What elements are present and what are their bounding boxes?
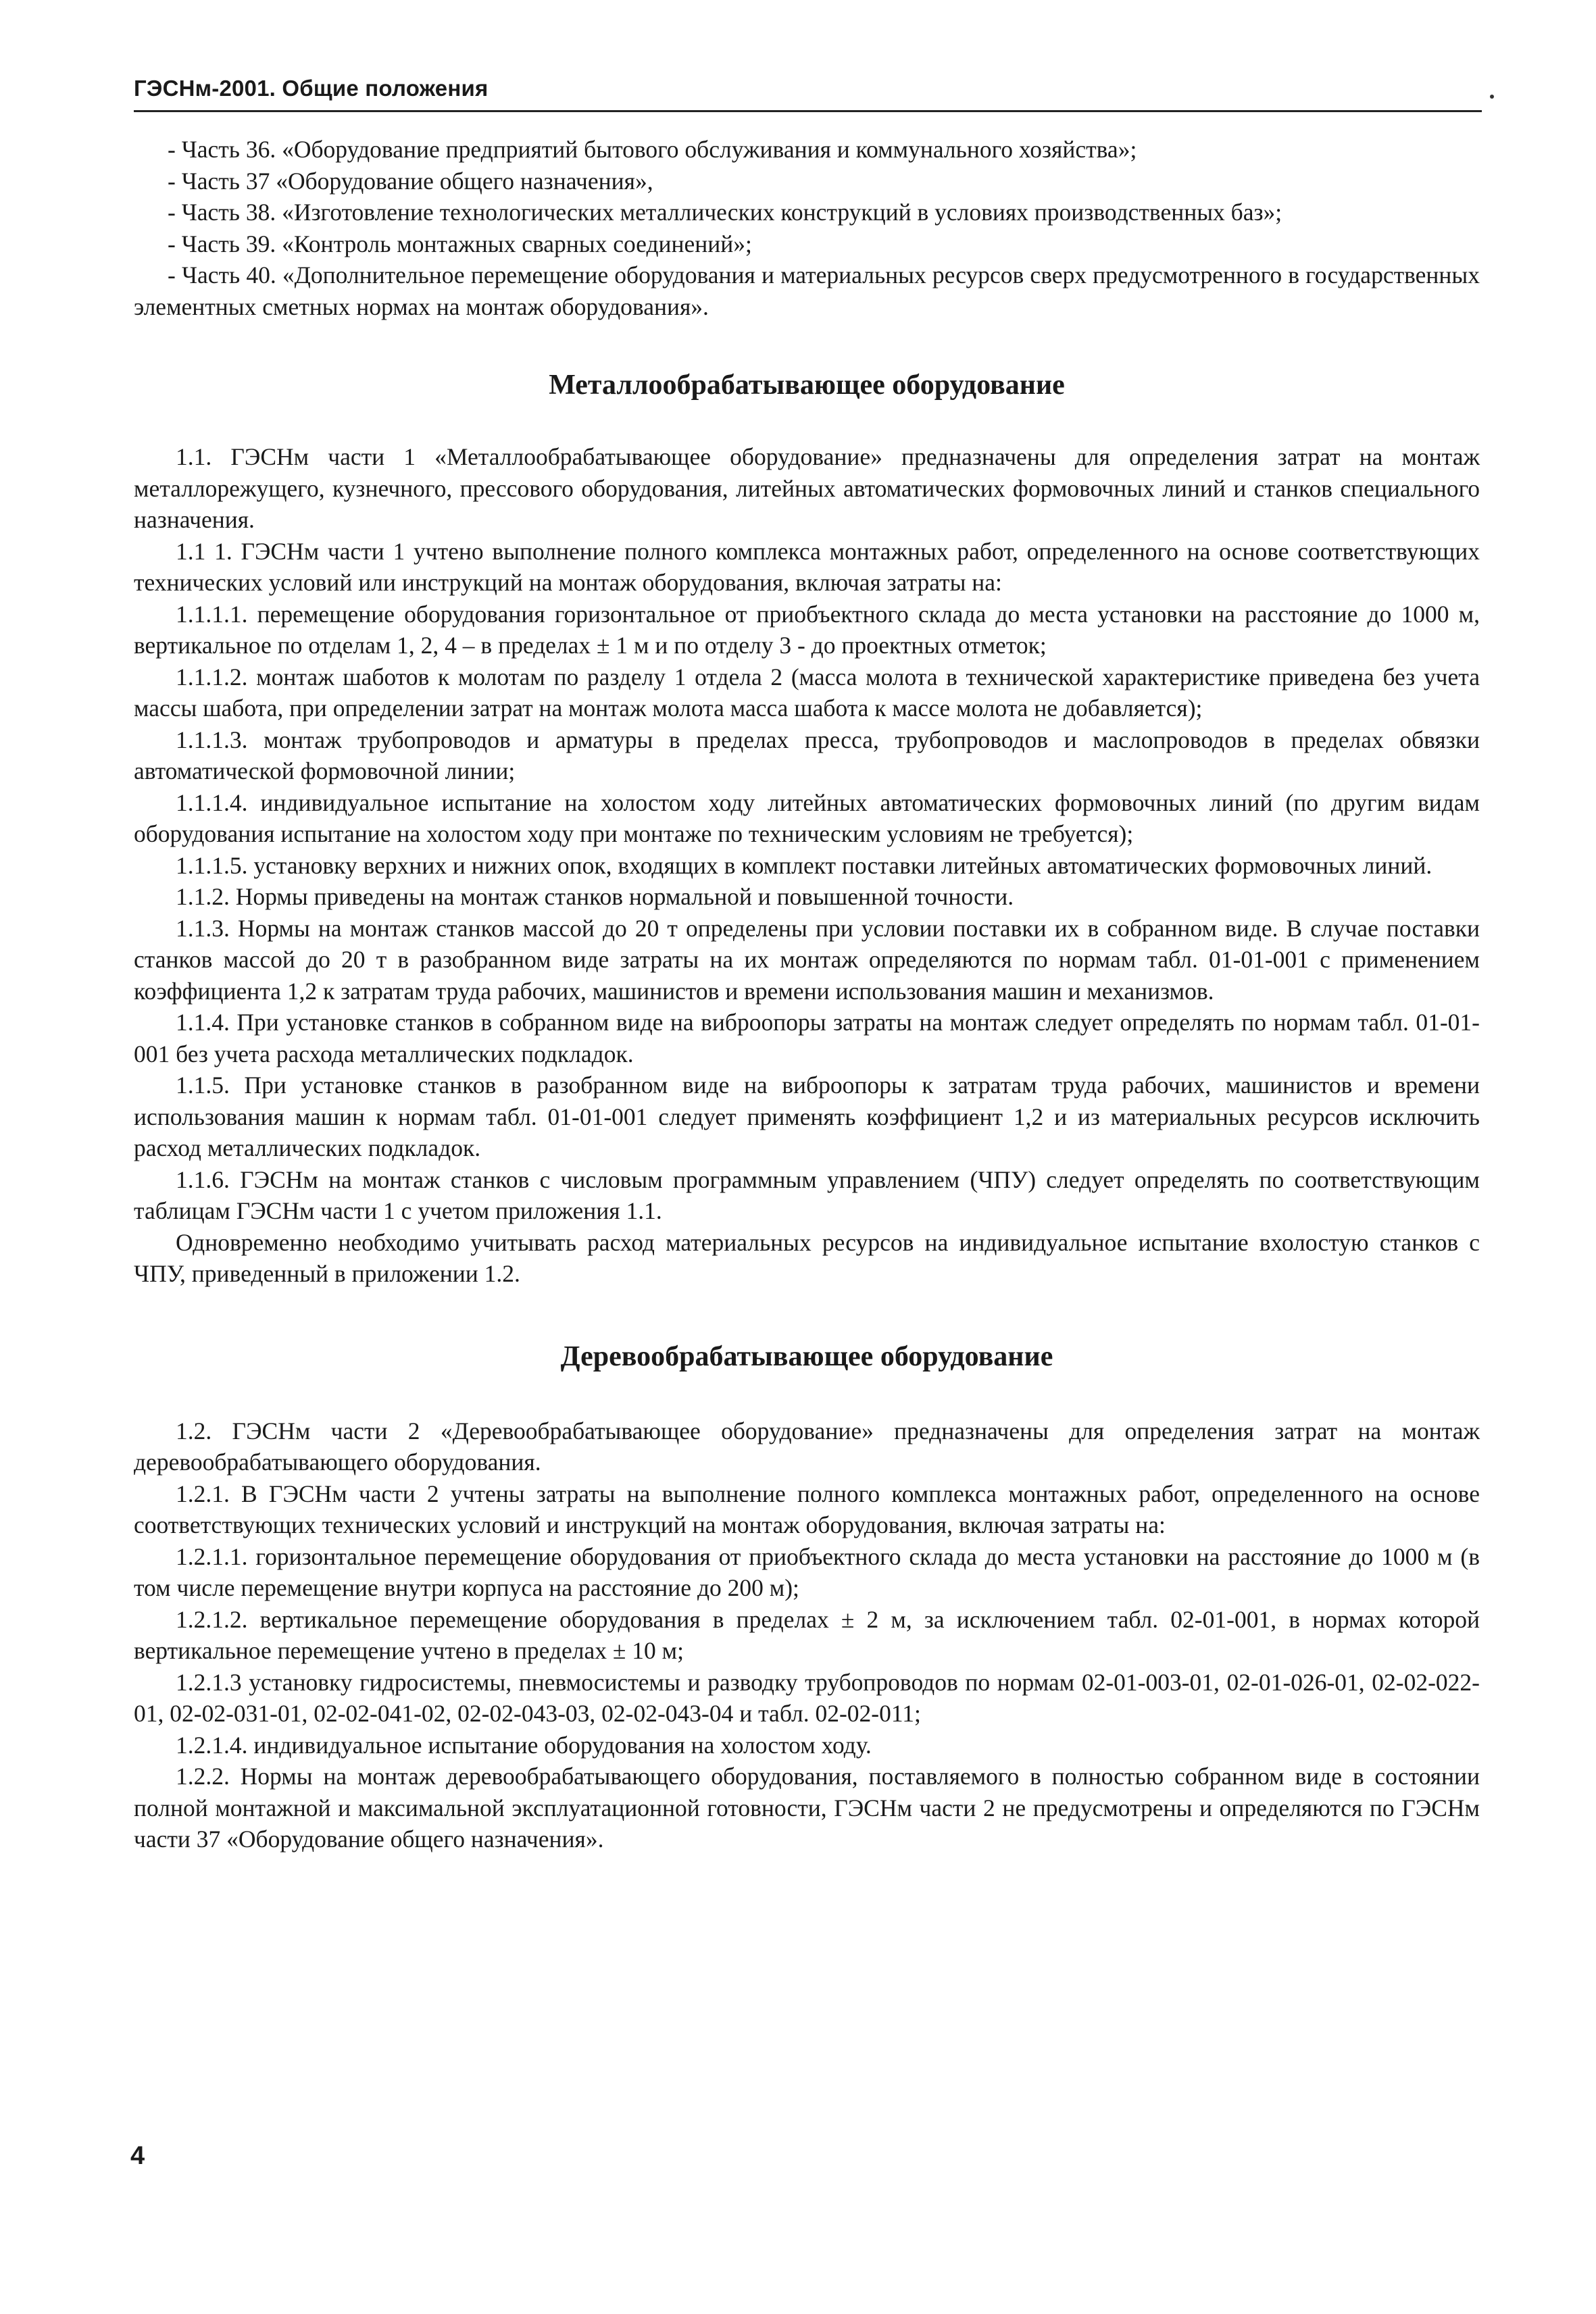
list-item: - Часть 39. «Контроль монтажных сварных соединений»; (168, 230, 752, 257)
paragraph: 1.2.2. Нормы на монтаж деревообрабатывающего оборудования, поставляемого в полностью собранном виде в состоянии полной монтажной и максимальной эксплуатационной готовности, ГЭСНм части 2 не предусмотрены и определяются по ГЭСНм части 37 «Оборудование общего назначения». (134, 1763, 1480, 1853)
paragraph: 1.2.1. В ГЭСНм части 2 учтены затраты на выполнение полного комплекса монтажных работ, определенного на основе соответствующих технических условий и инструкций на монтаж оборудования, включая затраты на: (134, 1480, 1480, 1538)
paragraph: 1.2. ГЭСНм части 2 «Деревообрабатывающее оборудование» предназначены для определения затрат на монтаж деревообрабатывающего оборудования. (134, 1417, 1480, 1476)
list-item: - Часть 38. «Изготовление технологических металлических конструкций в условиях производственных баз»; (168, 199, 1282, 226)
paragraph: 1.1. ГЭСНм части 1 «Металлообрабатывающее оборудование» предназначены для определения затрат на монтаж металлорежущего, кузнечного, прессового оборудования, литейных автоматических формовочных линий и станков специального назначения. (134, 443, 1480, 533)
page-number: 4 (130, 2142, 145, 2170)
paragraph: 1.2.1.4. индивидуальное испытание оборудования на холостом ходу. (176, 1731, 872, 1759)
paragraph: 1.2.1.2. вертикальное перемещение оборудования в пределах ± 2 м, за исключением табл. 02-01-001, в нормах которой вертикальное перемещение учтено в пределах ± 10 м; (134, 1605, 1480, 1664)
paragraph: 1.1.1.1. перемещение оборудования горизонтальное от приобъектного склада до места установки на расстояние до 1000 м, вертикальное по отделам 1, 2, 4 – в пределах ± 1 м и по отделу 3 - до проектных отметок; (134, 600, 1480, 659)
paragraph: 1.2.1.3 установку гидросистемы, пневмосистемы и разводку трубопроводов по нормам 02-01-003-01, 02-01-026-01, 02-02-022-01, 02-02-031-01, 02-02-041-02, 02-02-043-03, 02-02-043-04 и табл. 02-02-011; (134, 1668, 1480, 1727)
list-item: - Часть 36. «Оборудование предприятий бытового обслуживания и коммунального хозяйства»; (168, 136, 1137, 163)
running-header: ГЭСНм-2001. Общие положения (134, 76, 489, 101)
paragraph: 1.1.1.4. индивидуальное испытание на холостом ходу литейных автоматических формовочных линий (по другим видам оборудования испытание на холостом ходу при монтаже по техническим условиям не требуется); (134, 788, 1480, 847)
paragraph: 1.1.5. При установке станков в разобранном виде на виброопоры к затратам труда рабочих, машинистов и времени использования машин к нормам табл. 01-01-001 следует применять коэффициент 1,2 и из материальных ресурсов исключить расход металлических подкладок. (134, 1072, 1480, 1161)
section-metal-body (134, 441, 1480, 1290)
paragraph: 1.1.3. Нормы на монтаж станков массой до 20 т определены при условии поставки их в собранном виде. В случае поставки станков массой до 20 т в разобранном виде затраты на их монтаж определяются по нормам табл. 01-01-001 с применением коэффициента 1,2 к затратам труда рабочих, машинистов и времени использования машин и механизмов. (134, 914, 1480, 1005)
header-rule (134, 110, 1482, 112)
section-wood-body (134, 1415, 1480, 1855)
paragraph: 1.1 1. ГЭСНм части 1 учтено выполнение полного комплекса монтажных работ, определенного на основе соответствующих технических условий или инструкций на монтаж оборудования, включая затраты на: (134, 537, 1480, 596)
paragraph: 1.1.4. При установке станков в собранном виде на виброопоры затраты на монтаж следует определять по нормам табл. 01-01-001 без учета расхода металлических подкладок. (134, 1009, 1480, 1067)
paragraph: 1.1.1.2. монтаж шаботов к молотам по разделу 1 отдела 2 (масса молота в технической характеристике приведена без учета массы шабота, при определении затрат на монтаж молота масса шабота к массе молота не добавляется); (134, 663, 1480, 722)
paragraph: 1.1.2. Нормы приведены на монтаж станков нормальной и повышенной точности. (176, 883, 1014, 910)
list-item: - Часть 37 «Оборудование общего назначения», (168, 167, 653, 195)
intro-list (134, 134, 1480, 322)
scan-speck (1490, 95, 1494, 99)
paragraph: Одновременно необходимо учитывать расход материальных ресурсов на индивидуальное испытание вхолостую станков с ЧПУ, приведенный в приложении 1.2. (134, 1228, 1480, 1287)
paragraph: 1.1.6. ГЭСНм на монтаж станков с числовым программным управлением (ЧПУ) следует определять по соответствующим таблицам ГЭСНм части 1 с учетом приложения 1.1. (134, 1165, 1480, 1224)
section-heading-metal: Металлообрабатывающее оборудование (549, 370, 1065, 401)
section-heading-wood: Деревообрабатывающее оборудование (560, 1340, 1053, 1372)
paragraph: 1.1.1.5. установку верхних и нижних опок, входящих в комплект поставки литейных автоматических формовочных линий. (176, 851, 1432, 879)
list-item: - Часть 40. «Дополнительное перемещение оборудования и материальных ресурсов сверх предусмотренного в государственных элементных сметных нормах на монтаж оборудования». (134, 261, 1480, 320)
paragraph: 1.2.1.1. горизонтальное перемещение оборудования от приобъектного склада до места установки на расстояние до 1000 м (в том числе перемещение внутри корпуса на расстояние до 200 м); (134, 1542, 1480, 1601)
paragraph: 1.1.1.3. монтаж трубопроводов и арматуры в пределах пресса, трубопроводов и маслопроводов в пределах обвязки автоматической формовочной линии; (134, 726, 1480, 784)
document-body (134, 134, 1480, 1855)
